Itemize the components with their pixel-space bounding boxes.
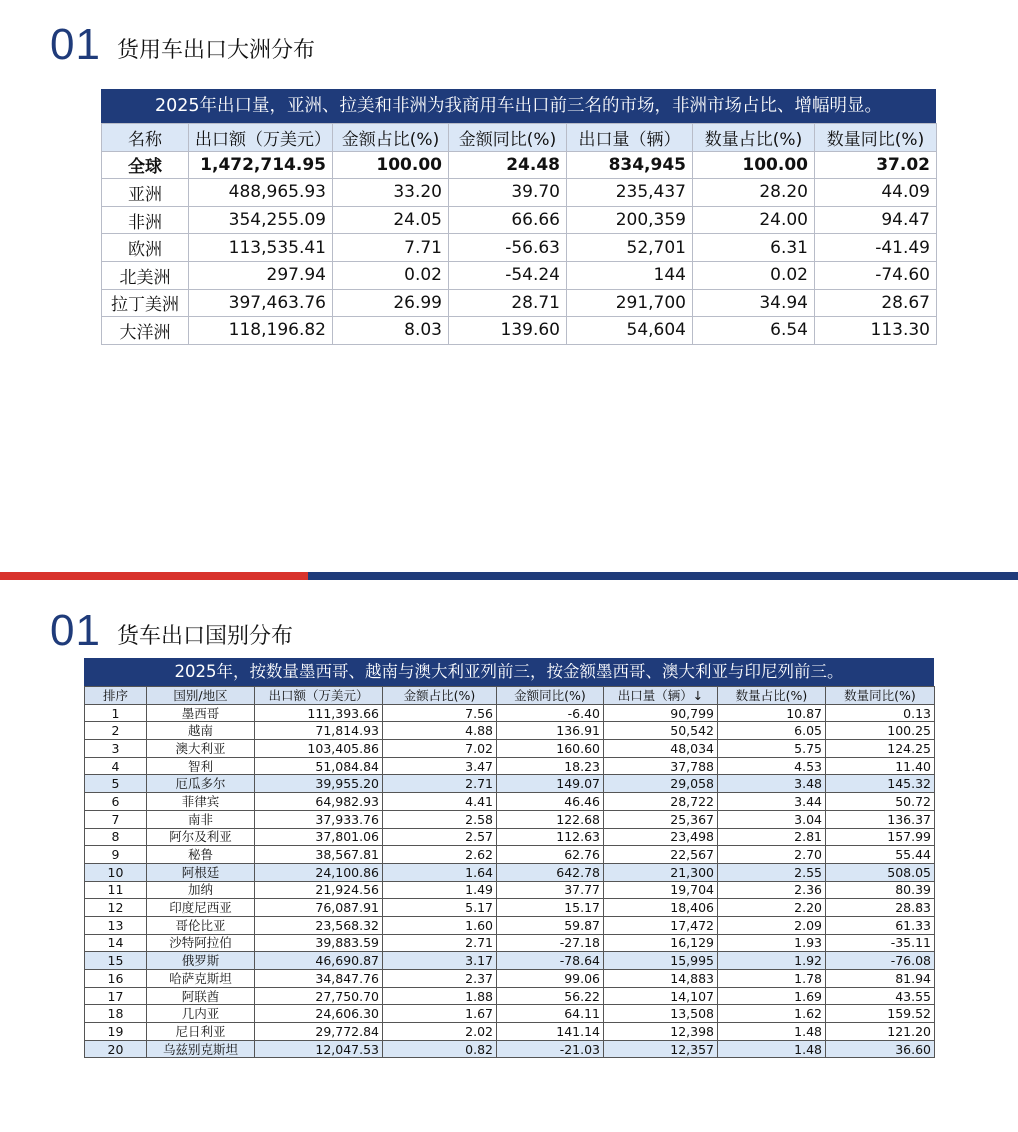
table-cell: 139.60 [449,317,567,345]
country-name-cell: 秘鲁 [147,846,255,864]
table-row [85,952,935,970]
continent-table-container [101,89,936,345]
table-cell: 25,367 [604,810,718,828]
rank-cell: 3 [85,740,147,758]
table-row [85,1023,935,1041]
table-cell: 46.46 [497,793,604,811]
table-cell: 2.36 [718,881,826,899]
table-cell: -27.18 [497,934,604,952]
table-cell: 0.02 [693,261,815,289]
table-cell: 37,788 [604,757,718,775]
rank-cell: 5 [85,775,147,793]
table-cell: 39,883.59 [255,934,383,952]
table-cell: 52,701 [567,234,693,262]
table-cell: 43.55 [826,987,935,1005]
table-row [85,970,935,988]
country-name-cell: 俄罗斯 [147,952,255,970]
table-row [85,987,935,1005]
table-cell: 100.00 [333,151,449,179]
table-row [85,704,935,722]
table-cell: 12,398 [604,1023,718,1041]
table-cell: 6.05 [718,722,826,740]
column-header: 名称 [102,124,189,152]
region-name-cell: 亚洲 [102,179,189,207]
country-name-cell: 印度尼西亚 [147,899,255,917]
rank-cell: 9 [85,846,147,864]
table-cell: 99.06 [497,970,604,988]
rank-cell: 20 [85,1040,147,1058]
country-name-cell: 阿联酋 [147,987,255,1005]
table-cell: 2.62 [383,846,497,864]
table-cell: 1.92 [718,952,826,970]
table-cell: 15,995 [604,952,718,970]
table-row [102,206,937,234]
rank-cell: 8 [85,828,147,846]
rank-cell: 19 [85,1023,147,1041]
country-name-cell: 墨西哥 [147,704,255,722]
table-cell: 10.87 [718,704,826,722]
table-cell: 297.94 [189,261,333,289]
rank-cell: 7 [85,810,147,828]
region-name-cell: 欧洲 [102,234,189,262]
section2-number: 01 [50,606,101,655]
table-cell: 122.68 [497,810,604,828]
table-cell: 2.20 [718,899,826,917]
table-cell: 144 [567,261,693,289]
table-cell: 5.17 [383,899,497,917]
table-row [85,810,935,828]
table-row [102,289,937,317]
country-name-cell: 尼日利亚 [147,1023,255,1041]
column-header: 金额占比(%) [383,687,497,705]
table-cell: 24.48 [449,151,567,179]
table-cell: 38,567.81 [255,846,383,864]
rank-cell: 6 [85,793,147,811]
table-cell: 2.55 [718,863,826,881]
table-cell: 27,750.70 [255,987,383,1005]
table-cell: 149.07 [497,775,604,793]
table-cell: 13,508 [604,1005,718,1023]
continent-table-header-row [102,124,937,152]
table-row [102,317,937,345]
table-cell: 159.52 [826,1005,935,1023]
region-name-cell: 全球 [102,151,189,179]
table-cell: -35.11 [826,934,935,952]
table-cell: 12,047.53 [255,1040,383,1058]
table-cell: 48,034 [604,740,718,758]
country-name-cell: 阿根廷 [147,863,255,881]
table-cell: 118,196.82 [189,317,333,345]
table-cell: 64.11 [497,1005,604,1023]
table-cell: -74.60 [815,261,937,289]
table-row [85,828,935,846]
table-cell: 7.02 [383,740,497,758]
table-cell: 29,058 [604,775,718,793]
table-cell: 37,801.06 [255,828,383,846]
table-row [85,881,935,899]
table-cell: 0.13 [826,704,935,722]
table-cell: 100.25 [826,722,935,740]
column-header: 金额同比(%) [449,124,567,152]
column-header: 金额占比(%) [333,124,449,152]
table-cell: -78.64 [497,952,604,970]
table-cell: 1.48 [718,1023,826,1041]
country-name-cell: 越南 [147,722,255,740]
table-cell: 136.37 [826,810,935,828]
table-cell: 50.72 [826,793,935,811]
divider-blue-bar [308,572,1018,580]
table-cell: 28.71 [449,289,567,317]
table-cell: 3.44 [718,793,826,811]
country-name-cell: 乌兹别克斯坦 [147,1040,255,1058]
table-cell: 21,300 [604,863,718,881]
table-cell: 62.76 [497,846,604,864]
table-cell: 3.48 [718,775,826,793]
table-cell: 124.25 [826,740,935,758]
continent-table [101,123,937,345]
table-cell: 18,406 [604,899,718,917]
table-cell: 1.64 [383,863,497,881]
table-cell: 4.88 [383,722,497,740]
table-cell: 5.75 [718,740,826,758]
table-row [85,757,935,775]
table-cell: 2.09 [718,916,826,934]
rank-cell: 10 [85,863,147,881]
table-cell: 14,107 [604,987,718,1005]
table-cell: 37.77 [497,881,604,899]
table-cell: -76.08 [826,952,935,970]
section2-title: 货车出口国别分布 [116,623,293,649]
table-cell: 36.60 [826,1040,935,1058]
table-cell: 2.58 [383,810,497,828]
table-cell: 26.99 [333,289,449,317]
rank-cell: 18 [85,1005,147,1023]
table-row [85,793,935,811]
table-cell: 145.32 [826,775,935,793]
region-name-cell: 非洲 [102,206,189,234]
table-cell: 28.20 [693,179,815,207]
column-header: 数量同比(%) [826,687,935,705]
country-name-cell: 智利 [147,757,255,775]
rank-cell: 14 [85,934,147,952]
region-name-cell: 拉丁美洲 [102,289,189,317]
column-header: 出口额（万美元） [255,687,383,705]
table-cell: 141.14 [497,1023,604,1041]
table-cell: 44.09 [815,179,937,207]
table-cell: 17,472 [604,916,718,934]
table-cell: 2.71 [383,934,497,952]
table-cell: 100.00 [693,151,815,179]
table-cell: 7.56 [383,704,497,722]
divider-red-bar [0,572,308,580]
table-row [85,916,935,934]
table-cell: 1.48 [718,1040,826,1058]
table-cell: 24.00 [693,206,815,234]
table-cell: 33.20 [333,179,449,207]
table-cell: 29,772.84 [255,1023,383,1041]
table-cell: -41.49 [815,234,937,262]
table-cell: 2.02 [383,1023,497,1041]
table-cell: 59.87 [497,916,604,934]
table-cell: 46,690.87 [255,952,383,970]
table-row [85,1040,935,1058]
rank-cell: 4 [85,757,147,775]
table-cell: 39,955.20 [255,775,383,793]
column-header: 国别/地区 [147,687,255,705]
table-cell: 21,924.56 [255,881,383,899]
table-cell: 12,357 [604,1040,718,1058]
table-row [85,863,935,881]
table-cell: -21.03 [497,1040,604,1058]
table-cell: 56.22 [497,987,604,1005]
table-cell: 2.37 [383,970,497,988]
table-cell: 111,393.66 [255,704,383,722]
table-cell: 15.17 [497,899,604,917]
table-cell: 51,084.84 [255,757,383,775]
table-cell: 37.02 [815,151,937,179]
country-name-cell: 加纳 [147,881,255,899]
table-cell: 1,472,714.95 [189,151,333,179]
table-cell: 1.67 [383,1005,497,1023]
table-cell: -6.40 [497,704,604,722]
table-cell: 94.47 [815,206,937,234]
continent-table-banner: 2025年出口量，亚洲、拉美和非洲为我商用车出口前三名的市场，非洲市场占比、增幅明显。 [101,89,936,123]
column-header: 排序 [85,687,147,705]
table-cell: 34,847.76 [255,970,383,988]
table-row [102,179,937,207]
rank-cell: 15 [85,952,147,970]
table-cell: 235,437 [567,179,693,207]
table-cell: 80.39 [826,881,935,899]
column-header: 金额同比(%) [497,687,604,705]
table-cell: 103,405.86 [255,740,383,758]
table-cell: 2.81 [718,828,826,846]
table-cell: 66.66 [449,206,567,234]
table-cell: 291,700 [567,289,693,317]
country-name-cell: 厄瓜多尔 [147,775,255,793]
table-cell: 3.17 [383,952,497,970]
table-cell: 397,463.76 [189,289,333,317]
table-cell: 8.03 [333,317,449,345]
table-cell: 157.99 [826,828,935,846]
table-cell: 1.62 [718,1005,826,1023]
table-cell: 54,604 [567,317,693,345]
table-cell: 39.70 [449,179,567,207]
table-cell: 50,542 [604,722,718,740]
rank-cell: 16 [85,970,147,988]
table-cell: 488,965.93 [189,179,333,207]
table-cell: 3.47 [383,757,497,775]
table-cell: 28.67 [815,289,937,317]
table-row [85,740,935,758]
column-header: 出口量（辆） [567,124,693,152]
table-cell: 34.94 [693,289,815,317]
table-cell: 0.82 [383,1040,497,1058]
table-row [102,261,937,289]
rank-cell: 1 [85,704,147,722]
country-name-cell: 菲律宾 [147,793,255,811]
table-row [85,722,935,740]
table-cell: 2.57 [383,828,497,846]
table-cell: -54.24 [449,261,567,289]
table-cell: 1.49 [383,881,497,899]
table-cell: 61.33 [826,916,935,934]
table-cell: 24,100.86 [255,863,383,881]
table-cell: 354,255.09 [189,206,333,234]
table-row [102,234,937,262]
table-cell: 1.60 [383,916,497,934]
table-row [85,846,935,864]
rank-cell: 12 [85,899,147,917]
section1-number: 01 [50,20,101,69]
total-row [102,151,937,179]
table-cell: 200,359 [567,206,693,234]
column-header: 数量同比(%) [815,124,937,152]
table-cell: 37,933.76 [255,810,383,828]
rank-cell: 13 [85,916,147,934]
table-cell: 24,606.30 [255,1005,383,1023]
table-cell: 1.78 [718,970,826,988]
table-cell: 834,945 [567,151,693,179]
country-name-cell: 南非 [147,810,255,828]
table-cell: 55.44 [826,846,935,864]
country-name-cell: 哥伦比亚 [147,916,255,934]
table-row [85,1005,935,1023]
country-name-cell: 阿尔及利亚 [147,828,255,846]
table-cell: 508.05 [826,863,935,881]
table-cell: 19,704 [604,881,718,899]
table-cell: 64,982.93 [255,793,383,811]
table-cell: 81.94 [826,970,935,988]
table-cell: 1.93 [718,934,826,952]
table-cell: 2.71 [383,775,497,793]
table-cell: 71,814.93 [255,722,383,740]
table-cell: 90,799 [604,704,718,722]
country-table-container [84,658,934,1058]
table-cell: 6.31 [693,234,815,262]
table-cell: 642.78 [497,863,604,881]
table-cell: 160.60 [497,740,604,758]
rank-cell: 11 [85,881,147,899]
table-cell: 7.71 [333,234,449,262]
column-header: 数量占比(%) [693,124,815,152]
table-cell: 18.23 [497,757,604,775]
section1-heading [50,20,315,70]
table-cell: 4.53 [718,757,826,775]
country-name-cell: 哈萨克斯坦 [147,970,255,988]
table-cell: 28.83 [826,899,935,917]
rank-cell: 17 [85,987,147,1005]
table-cell: 16,129 [604,934,718,952]
table-cell: 1.69 [718,987,826,1005]
country-table [84,686,935,1058]
column-header: 出口量（辆）↓ [604,687,718,705]
table-row [85,899,935,917]
table-cell: 4.41 [383,793,497,811]
table-cell: 0.02 [333,261,449,289]
table-cell: 23,498 [604,828,718,846]
table-cell: 113.30 [815,317,937,345]
rank-cell: 2 [85,722,147,740]
table-cell: 113,535.41 [189,234,333,262]
region-name-cell: 北美洲 [102,261,189,289]
country-table-header-row [85,687,935,705]
table-cell: 14,883 [604,970,718,988]
country-table-banner: 2025年，按数量墨西哥、越南与澳大利亚列前三，按金额墨西哥、澳大利亚与印尼列前三。 [84,658,934,686]
table-cell: -56.63 [449,234,567,262]
table-cell: 136.91 [497,722,604,740]
table-cell: 2.70 [718,846,826,864]
column-header: 数量占比(%) [718,687,826,705]
table-cell: 28,722 [604,793,718,811]
table-cell: 11.40 [826,757,935,775]
column-header: 出口额（万美元） [189,124,333,152]
table-cell: 24.05 [333,206,449,234]
table-row [85,775,935,793]
table-cell: 112.63 [497,828,604,846]
table-cell: 6.54 [693,317,815,345]
table-cell: 22,567 [604,846,718,864]
section2-heading [50,606,293,656]
country-name-cell: 几内亚 [147,1005,255,1023]
section1-title: 货用车出口大洲分布 [116,37,315,63]
table-cell: 23,568.32 [255,916,383,934]
country-name-cell: 沙特阿拉伯 [147,934,255,952]
table-cell: 76,087.91 [255,899,383,917]
table-cell: 121.20 [826,1023,935,1041]
country-name-cell: 澳大利亚 [147,740,255,758]
region-name-cell: 大洋洲 [102,317,189,345]
table-row [85,934,935,952]
table-cell: 1.88 [383,987,497,1005]
table-cell: 3.04 [718,810,826,828]
